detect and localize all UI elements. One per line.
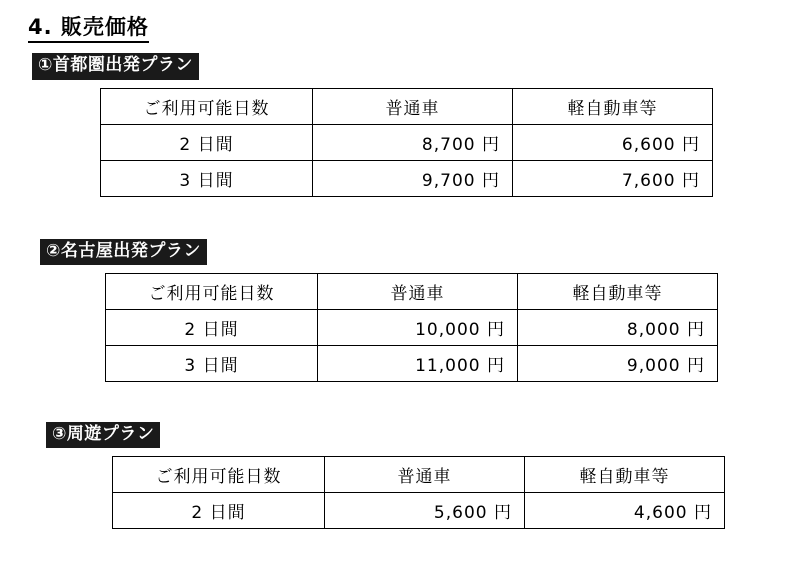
cell-days: 2 日間: [101, 124, 313, 160]
section-nagoya-plan: [0, 239, 800, 382]
cell-normal-car-price: 9,700 円: [313, 160, 513, 196]
price-table: [100, 88, 713, 197]
column-header-light-car: 軽自動車等: [513, 88, 713, 124]
cell-light-car-price: 4,600 円: [525, 493, 725, 529]
cell-days: 2 日間: [113, 493, 325, 529]
page-title: 4. 販売価格: [28, 14, 149, 43]
column-header-days: ご利用可能日数: [106, 273, 318, 309]
table-row: [106, 345, 718, 381]
table-row: [113, 493, 725, 529]
section-badge: ②名古屋出発プラン: [40, 239, 207, 265]
section-badge: ③周遊プラン: [46, 422, 160, 448]
cell-light-car-price: 7,600 円: [513, 160, 713, 196]
cell-normal-car-price: 10,000 円: [318, 309, 518, 345]
price-table: [112, 456, 725, 529]
column-header-days: ご利用可能日数: [101, 88, 313, 124]
table-header-row: [113, 457, 725, 493]
column-header-light-car: 軽自動車等: [525, 457, 725, 493]
cell-normal-car-price: 8,700 円: [313, 124, 513, 160]
section-metropolitan-plan: [0, 53, 800, 196]
section-tour-plan: [0, 422, 800, 529]
column-header-normal-car: 普通車: [313, 88, 513, 124]
table-header-row: [106, 273, 718, 309]
table-header-row: [101, 88, 713, 124]
cell-normal-car-price: 5,600 円: [325, 493, 525, 529]
column-header-light-car: 軽自動車等: [518, 273, 718, 309]
table-row: [101, 124, 713, 160]
table-row: [106, 309, 718, 345]
cell-light-car-price: 6,600 円: [513, 124, 713, 160]
column-header-normal-car: 普通車: [318, 273, 518, 309]
cell-days: 3 日間: [106, 345, 318, 381]
table-row: [101, 160, 713, 196]
column-header-days: ご利用可能日数: [113, 457, 325, 493]
cell-normal-car-price: 11,000 円: [318, 345, 518, 381]
cell-light-car-price: 8,000 円: [518, 309, 718, 345]
column-header-normal-car: 普通車: [325, 457, 525, 493]
price-table: [105, 273, 718, 382]
cell-light-car-price: 9,000 円: [518, 345, 718, 381]
cell-days: 3 日間: [101, 160, 313, 196]
section-badge: ①首都圏出発プラン: [32, 53, 199, 79]
cell-days: 2 日間: [106, 309, 318, 345]
page-title-wrapper: [0, 14, 800, 43]
